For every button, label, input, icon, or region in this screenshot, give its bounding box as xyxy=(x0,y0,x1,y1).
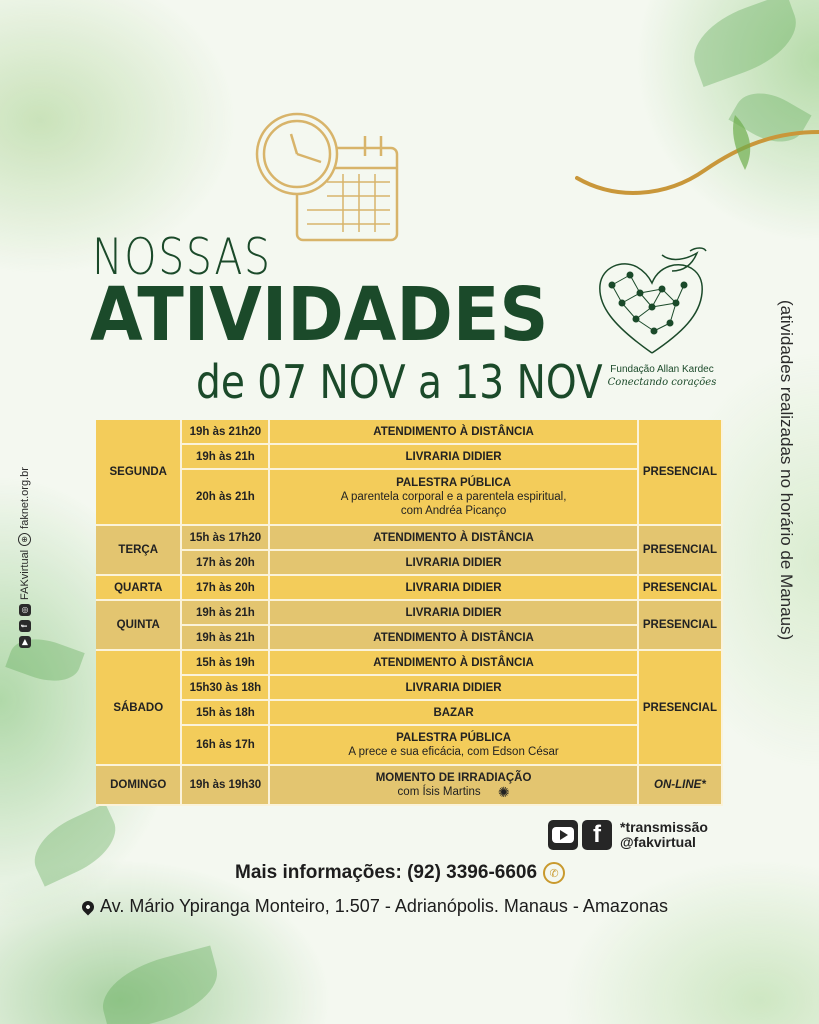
activity-title: PALESTRA PÚBLICA xyxy=(396,732,512,744)
leaf-decoration xyxy=(94,945,225,1024)
activity-cell: BAZAR xyxy=(270,701,639,726)
activity-cell: LIVRARIA DIDIER xyxy=(270,601,639,626)
table-row xyxy=(96,551,723,576)
table-row xyxy=(96,526,723,551)
table-row xyxy=(96,626,723,651)
time-cell: 15h às 17h20 xyxy=(182,526,270,551)
side-social-links xyxy=(18,467,31,648)
mode-segunda: PRESENCIAL xyxy=(639,420,723,526)
day-terca: TERÇA xyxy=(96,526,182,576)
activity-title: PALESTRA PÚBLICA xyxy=(396,477,512,489)
activity-cell xyxy=(270,726,639,766)
time-cell: 17h às 20h xyxy=(182,576,270,601)
time-cell: 15h30 às 18h xyxy=(182,676,270,701)
time-cell: 19h às 21h xyxy=(182,626,270,651)
radiating-hands-icon: ✺ xyxy=(497,783,510,800)
activity-subtitle-text: com Ísis Martins xyxy=(397,786,481,799)
title-nossas: NOSSAS xyxy=(92,228,272,286)
activity-title xyxy=(274,771,633,785)
time-cell: 16h às 17h xyxy=(182,726,270,766)
transmission-social xyxy=(548,820,708,850)
facebook-icon[interactable]: f xyxy=(582,820,612,850)
whatsapp-icon[interactable]: ✆ xyxy=(543,862,565,884)
table-row xyxy=(96,676,723,701)
transmission-label: *transmissão xyxy=(620,819,708,835)
title-date-range: de 07 NOV a 13 NOV xyxy=(196,355,603,409)
activity-cell xyxy=(270,470,639,526)
transmission-handle[interactable]: @fakvirtual xyxy=(620,834,696,850)
table-row xyxy=(96,420,723,445)
time-cell: 15h às 18h xyxy=(182,701,270,726)
instagram-icon[interactable]: ◎ xyxy=(19,604,31,616)
table-row xyxy=(96,470,723,526)
time-cell: 19h às 19h30 xyxy=(182,766,270,806)
activity-cell: LIVRARIA DIDIER xyxy=(270,576,639,601)
logo-tagline: Conectando corações xyxy=(607,377,717,388)
leaf-decoration xyxy=(24,803,127,886)
activity-subtitle xyxy=(274,785,633,799)
activity-cell: LIVRARIA DIDIER xyxy=(270,676,639,701)
activity-cell: LIVRARIA DIDIER xyxy=(270,551,639,576)
youtube-icon[interactable]: ▶ xyxy=(19,636,31,648)
activity-cell xyxy=(270,766,639,806)
mode-quarta: PRESENCIAL xyxy=(639,576,723,601)
leaf-decoration xyxy=(683,0,807,87)
time-cell: 19h às 21h xyxy=(182,601,270,626)
activity-subtitle: A prece e sua eficácia, com Edson César xyxy=(348,746,559,758)
activity-cell: ATENDIMENTO À DISTÂNCIA xyxy=(270,626,639,651)
table-row xyxy=(96,651,723,676)
time-cell: 20h às 21h xyxy=(182,470,270,526)
title-atividades: ATIVIDADES xyxy=(90,272,549,358)
map-pin-icon xyxy=(80,898,97,915)
activity-cell: ATENDIMENTO À DISTÂNCIA xyxy=(270,526,639,551)
day-segunda: SEGUNDA xyxy=(96,420,182,526)
time-cell: 19h às 21h20 xyxy=(182,420,270,445)
activity-title-text: MOMENTO DE IRRADIAÇÃO xyxy=(375,771,532,784)
day-domingo: DOMINGO xyxy=(96,766,182,806)
mode-domingo: ON-LINE* xyxy=(639,766,723,806)
table-row xyxy=(96,766,723,806)
more-info-text[interactable]: Mais informações: (92) 3396-6606 xyxy=(235,862,538,883)
logo-name: Fundação Allan Kardec xyxy=(610,364,714,375)
day-quinta: QUINTA xyxy=(96,601,182,651)
mode-sabado: PRESENCIAL xyxy=(639,651,723,766)
table-row xyxy=(96,576,723,601)
day-quarta: QUARTA xyxy=(96,576,182,601)
website-link[interactable]: faknet.org.br xyxy=(18,467,31,529)
activity-subtitle: com Andréa Picanço xyxy=(400,505,507,517)
table-row xyxy=(96,601,723,626)
activity-cell: LIVRARIA DIDIER xyxy=(270,445,639,470)
globe-icon: ⊕ xyxy=(18,533,31,546)
time-cell: 15h às 19h xyxy=(182,651,270,676)
table-row xyxy=(96,726,723,766)
branch-decoration xyxy=(575,110,819,210)
schedule-table xyxy=(96,420,723,806)
clock-calendar-icon xyxy=(255,110,405,245)
youtube-icon[interactable] xyxy=(548,820,578,850)
facebook-icon[interactable]: f xyxy=(19,620,31,632)
fak-heart-logo xyxy=(592,245,712,360)
mode-quinta: PRESENCIAL xyxy=(639,601,723,651)
address-text: Av. Mário Ypiranga Monteiro, 1.507 - Adrianópolis. Manaus - Amazonas xyxy=(100,896,668,916)
time-cell: 17h às 20h xyxy=(182,551,270,576)
day-sabado: SÁBADO xyxy=(96,651,182,766)
more-info-phone xyxy=(235,862,565,884)
timezone-note: (atividades realizadas no horário de Manaus) xyxy=(777,300,796,641)
social-handle[interactable]: FAKvirtual xyxy=(18,549,31,600)
mode-terca: PRESENCIAL xyxy=(639,526,723,576)
table-row xyxy=(96,701,723,726)
time-cell: 19h às 21h xyxy=(182,445,270,470)
activity-subtitle: A parentela corporal e a parentela espiritual, xyxy=(340,491,567,503)
address xyxy=(82,896,668,917)
table-row xyxy=(96,445,723,470)
activity-cell: ATENDIMENTO À DISTÂNCIA xyxy=(270,420,639,445)
activity-cell: ATENDIMENTO À DISTÂNCIA xyxy=(270,651,639,676)
transmission-text xyxy=(620,820,708,850)
